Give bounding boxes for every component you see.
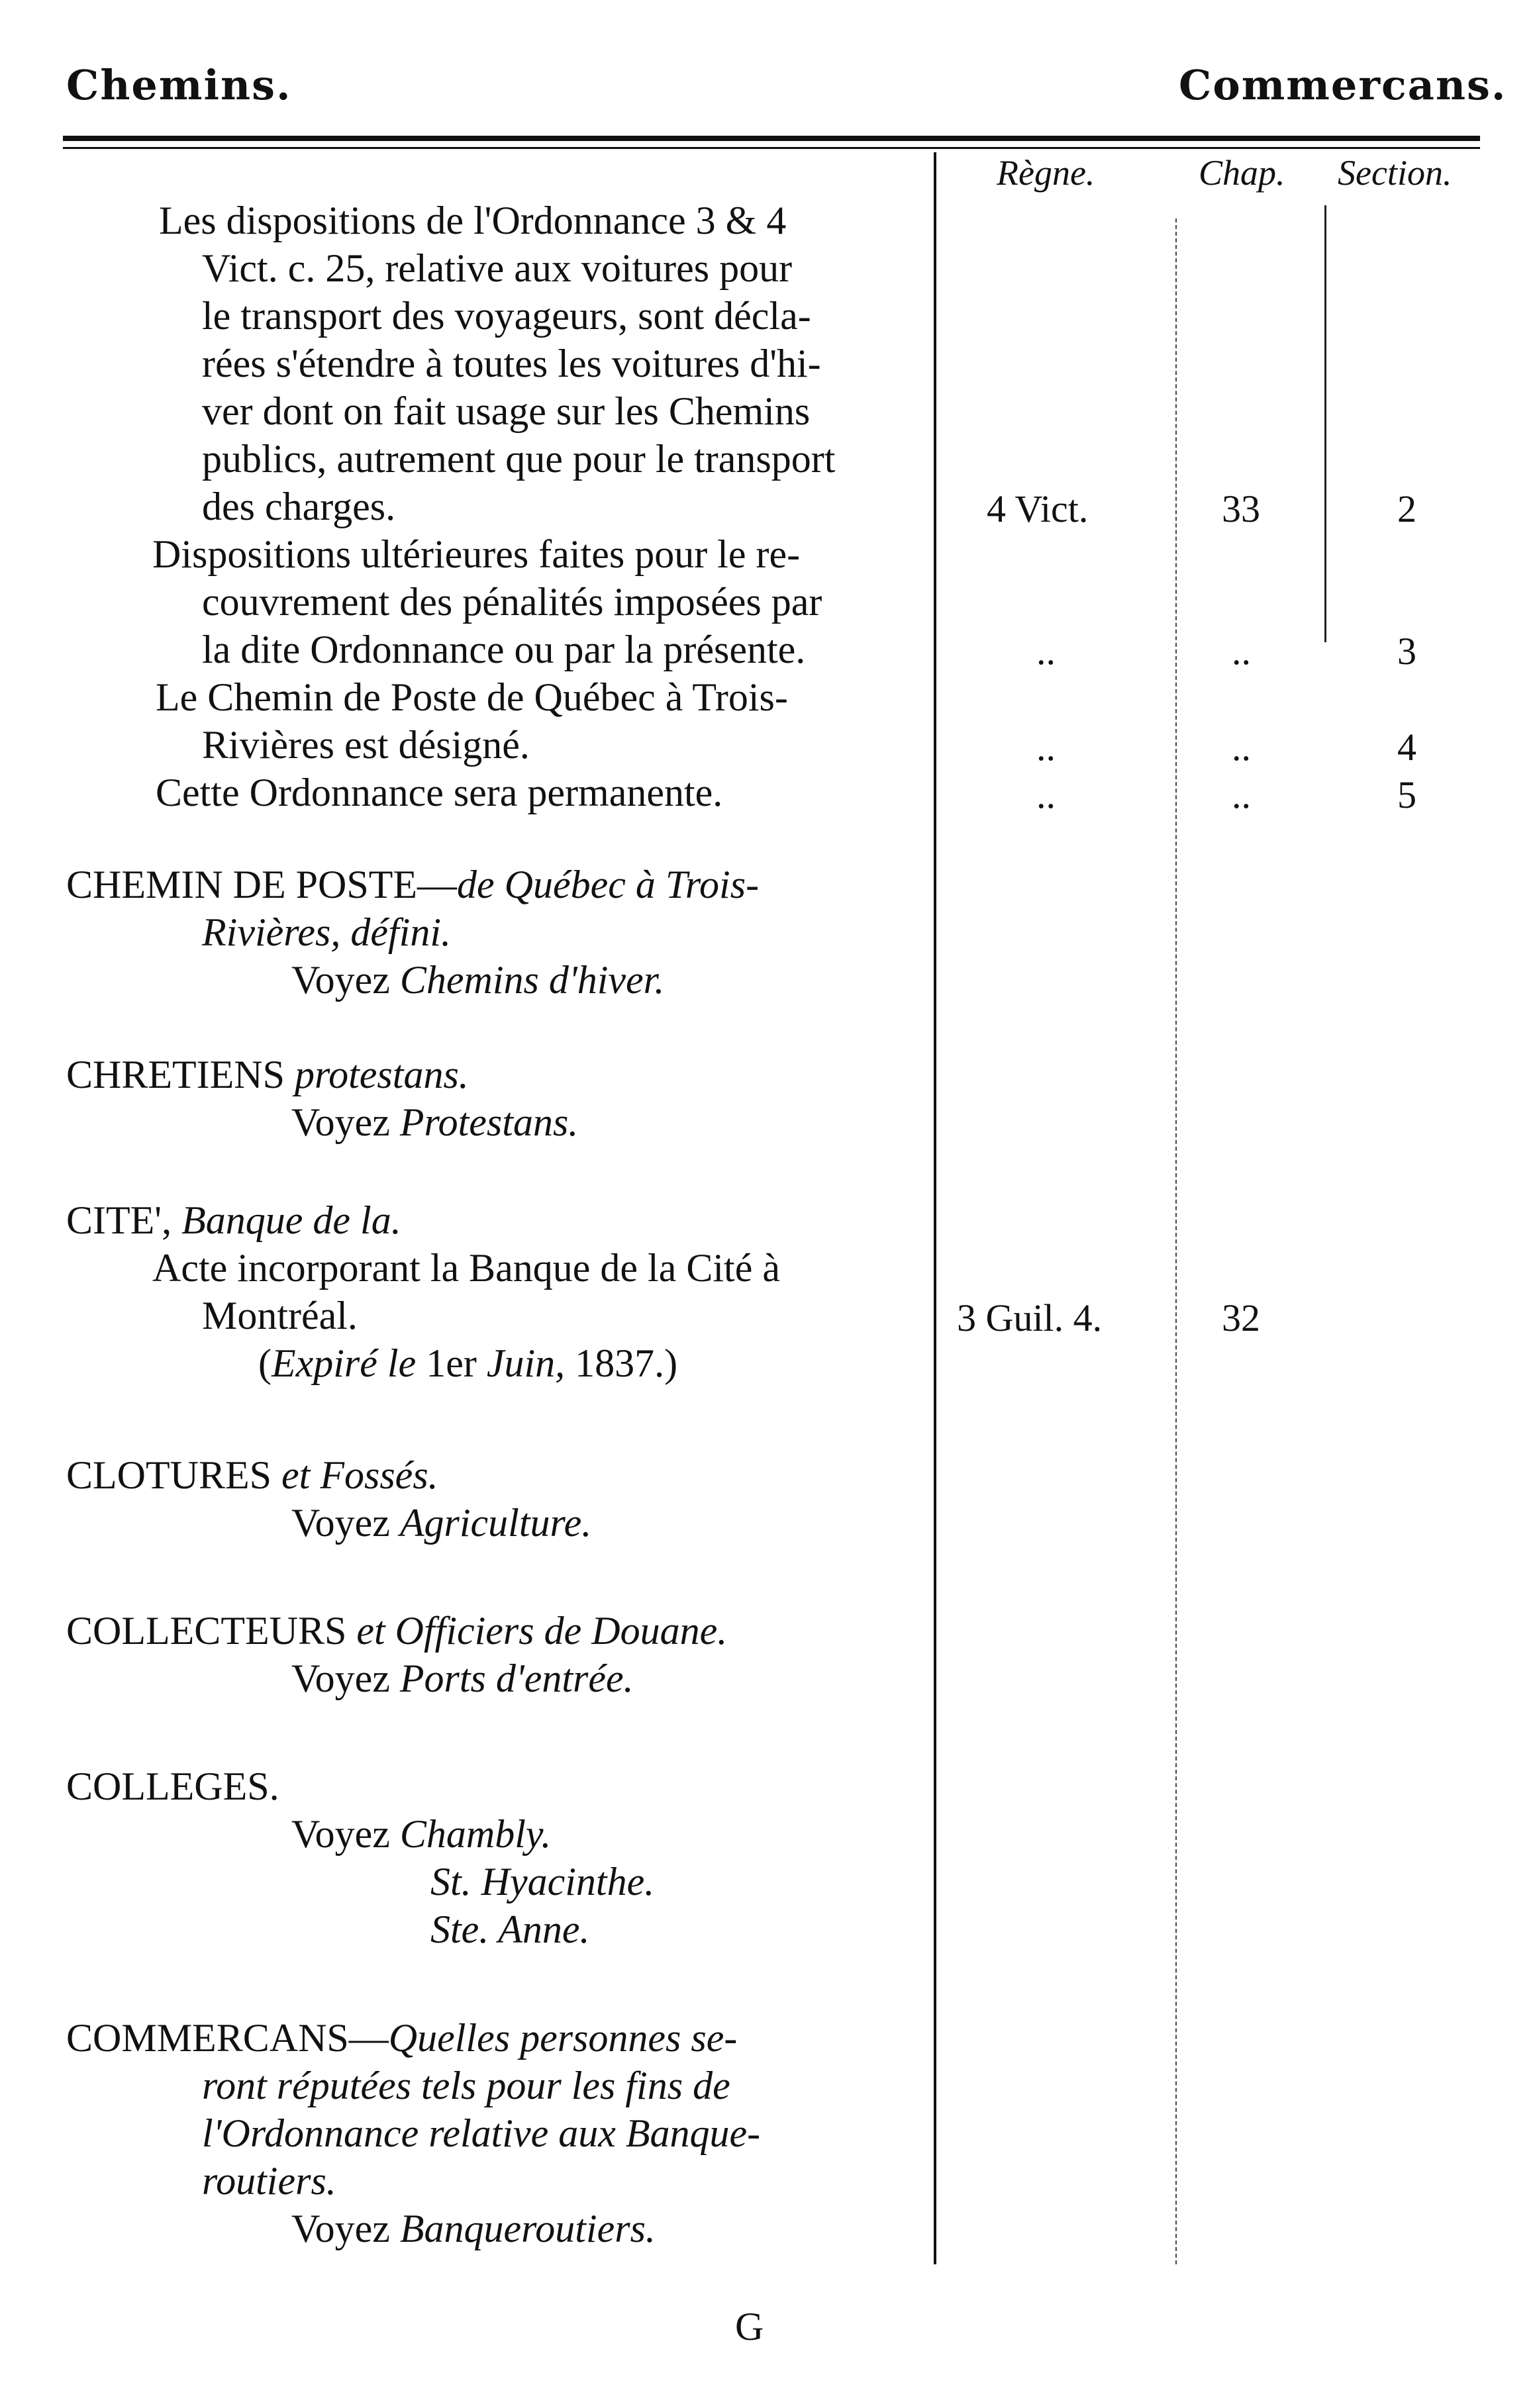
- see-reference: Voyez Protestans.: [291, 1100, 579, 1144]
- see-reference-item: Ste. Anne.: [430, 1907, 590, 1951]
- cell-regne: 4 Vict.: [987, 487, 1089, 530]
- cell-chap: ..: [1232, 726, 1251, 769]
- column-divider-dashed: [1175, 218, 1177, 2264]
- entry-heading: COMMERCANS—Quelles personnes se-: [66, 2016, 738, 2060]
- cell-regne: 3 Guil. 4.: [957, 1296, 1103, 1339]
- cell-chap: ..: [1232, 773, 1251, 816]
- entry-heading: CHEMIN DE POSTE—de Québec à Trois-: [66, 863, 760, 906]
- entry-line: rées s'étendre à toutes les voitures d'hi-: [202, 342, 821, 385]
- column-divider: [934, 152, 936, 2264]
- entry-line: Les dispositions de l'Ordonnance 3 & 4: [159, 199, 787, 242]
- header-rule-thin: [63, 147, 1480, 149]
- entry-line: ront réputées tels pour les fins de: [202, 2064, 730, 2107]
- cell-chap: 33: [1222, 487, 1260, 530]
- running-head-left: Chemins.: [66, 61, 292, 109]
- entry-line: routiers.: [202, 2159, 336, 2203]
- entry-heading: CITE', Banque de la.: [66, 1198, 401, 1242]
- entry-line: Le Chemin de Poste de Québec à Trois-: [156, 675, 788, 719]
- entry-line: couvrement des pénalités imposées par: [202, 580, 822, 624]
- cell-chap: ..: [1232, 630, 1251, 673]
- entry-line: Vict. c. 25, relative aux voitures pour: [202, 246, 793, 290]
- column-header-section: Section.: [1338, 153, 1452, 193]
- entry-line: ver dont on fait usage sur les Chemins: [202, 389, 811, 433]
- entry-line: le transport des voyageurs, sont décla-: [202, 294, 811, 338]
- column-divider-section: [1324, 205, 1326, 642]
- cell-regne: ..: [1036, 773, 1056, 816]
- column-header-regne: Règne.: [997, 153, 1095, 193]
- entry-line: Acte incorporant la Banque de la Cité à: [152, 1246, 780, 1290]
- cell-section: 4: [1397, 726, 1416, 769]
- entry-line: Rivières est désigné.: [202, 723, 530, 767]
- column-header-chap: Chap.: [1199, 153, 1285, 193]
- cell-chap: 32: [1222, 1296, 1260, 1339]
- see-reference: Voyez Chambly.: [291, 1812, 552, 1856]
- cell-section: 5: [1397, 773, 1416, 816]
- page-signature: G: [735, 2305, 764, 2348]
- entry-heading: CLOTURES et Fossés.: [66, 1453, 438, 1497]
- cell-section: 3: [1397, 630, 1416, 673]
- entry-heading: COLLEGES.: [66, 1764, 279, 1808]
- running-head-right: Commercans.: [1179, 61, 1507, 109]
- entry-heading: COLLECTEURS et Officiers de Douane.: [66, 1609, 728, 1653]
- header-rule-thick: [63, 136, 1480, 141]
- see-reference: Voyez Banqueroutiers.: [291, 2207, 656, 2250]
- entry-line: Rivières, défini.: [202, 910, 451, 954]
- entry-line: la dite Ordonnance ou par la présente.: [202, 628, 806, 671]
- see-reference: Voyez Chemins d'hiver.: [291, 958, 665, 1002]
- entry-note: (Expiré le 1er Juin, 1837.): [258, 1341, 678, 1385]
- entry-line: des charges.: [202, 485, 396, 528]
- entry-line: Montréal.: [202, 1294, 358, 1337]
- cell-section: 2: [1397, 487, 1416, 530]
- cell-regne: ..: [1036, 726, 1056, 769]
- entry-heading: CHRETIENS protestans.: [66, 1053, 469, 1096]
- see-reference: Voyez Agriculture.: [291, 1501, 592, 1545]
- entry-line: publics, autrement que pour le transport: [202, 437, 836, 481]
- cell-regne: ..: [1036, 630, 1056, 673]
- see-reference: Voyez Ports d'entrée.: [291, 1657, 634, 1700]
- see-reference-item: St. Hyacinthe.: [430, 1860, 655, 1903]
- entry-line: l'Ordonnance relative aux Banque-: [202, 2111, 761, 2155]
- entry-line: Dispositions ultérieures faites pour le re-: [152, 532, 801, 576]
- entry-line: Cette Ordonnance sera permanente.: [156, 771, 723, 814]
